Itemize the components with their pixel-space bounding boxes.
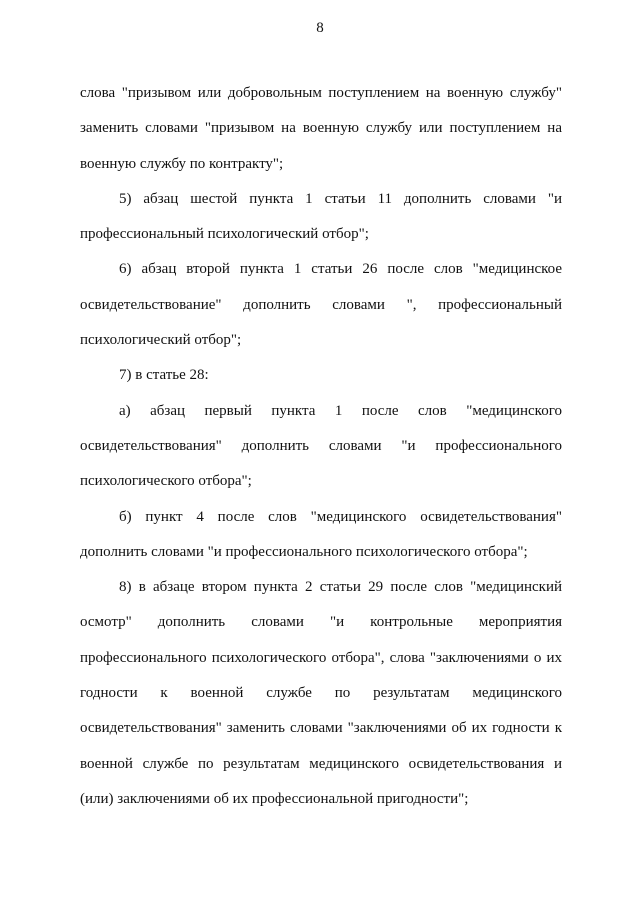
document-body	[80, 76, 562, 817]
paragraph-item-5: 5) абзац шестой пункта 1 статьи 11 дополнить словами "и профессиональный психологический отбор";	[80, 190, 562, 243]
paragraph-item-8: 8) в абзаце втором пункта 2 статьи 29 после слов "медицинский осмотр" дополнить словами "и контрольные мероприятия профессионального психологического отбора", слова "заключениями о их годности к военной службе по результатам медицинского освидетельствования" заменить словами "заключениями об их годности к военной службе по результатам медицинского освидетельствования и (или) заключениями об их профессиональной пригодности";	[80, 579, 562, 807]
page-number: 8	[316, 20, 324, 36]
paragraph-item-7a: а) абзац первый пункта 1 после слов "медицинского освидетельствования" дополнить словами "и профессионального психологического отбора";	[80, 402, 562, 490]
paragraph-item-7: 7) в статье 28:	[119, 367, 209, 384]
paragraph-item-7b: б) пункт 4 после слов "медицинского освидетельствования" дополнить словами "и профессионального психологического отбора";	[80, 508, 562, 560]
paragraph-continuation: слова "призывом или добровольным поступлением на военную службу" заменить словами "призывом на военную службу или поступлением на военную службу по контракту";	[80, 85, 562, 172]
paragraph-item-6: 6) абзац второй пункта 1 статьи 26 после слов "медицинское освидетельствование" дополнить словами ", профессиональный психологический отбор";	[80, 261, 562, 349]
